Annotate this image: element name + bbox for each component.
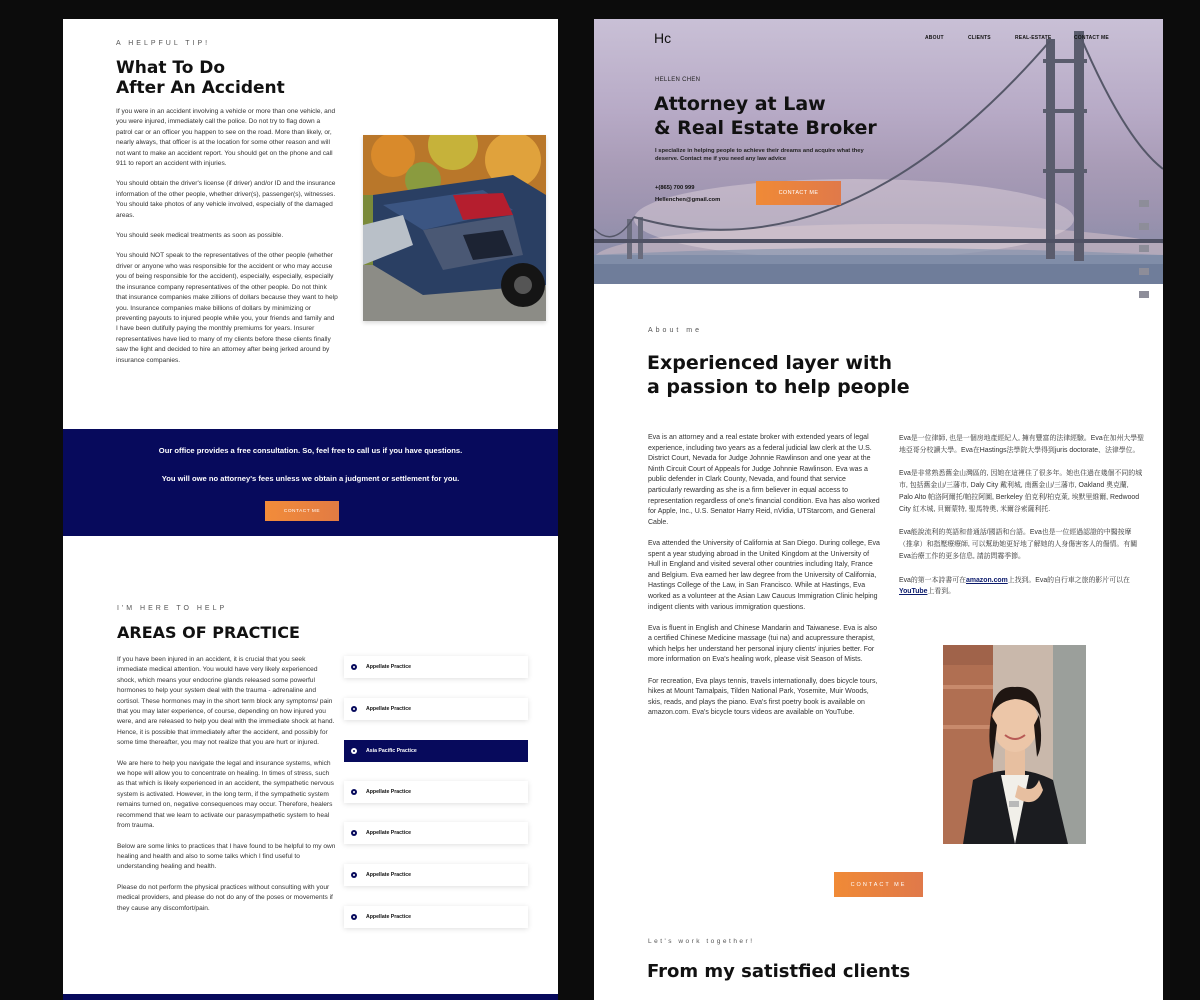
practice-paragraph: If you have been injured in an accident, it is crucial that you seek immediate medical attention. You would have very likely experienced shock, which means your endocrine glands released some powerful hormones to help your system deal with the trauma - adrenaline and cortisol. These hormones may in the short term block any symptoms/ pain that you may later experience, of course, depending on how injured you were, and are released to help you deal with the immediate shock at hand. Hence, it is possible that immediately after the accident, and possibly for some time thereafter, you may not realize that you are hurt or injured.: [117, 656, 335, 747]
tip-paragraph: If you were in an accident involving a vehicle or more than one vehicle, and you were injured, immediately call the police. Do not try to flag down a patrol car or an officer you happen to see on the road. More than likely, or, nearly always, that officer is at the location for some other reason and will not want to make an accident report. You should get on the phone and call 911 to report an accident with injuries.: [116, 108, 336, 168]
hero-email: Hellenchen@gmail.com: [655, 197, 721, 203]
practice-text: [117, 655, 337, 924]
youtube-link[interactable]: YouTube: [899, 588, 928, 596]
practice-item-label: Appellate Practice: [366, 664, 411, 670]
about-paragraph: For recreation, Eva plays tennis, travels internationally, does bicycle tours, hikes at Mount Tamalpais, Tilden National Park, Yosemite, Muir Woods, skis, reads, and plays the piano. Eva's first poetry book is available on amazon.com. Eva's bicycle tours videos are available on YouTube.: [648, 677, 878, 717]
hero-section: [594, 19, 1163, 284]
consultation-banner: [63, 429, 558, 536]
about-paragraph: Eva attended the University of California at San Diego. During college, Eva spent a year studying abroad in the United Kingdom at the University of Hull in England and visited several other countries including Italy, France and Belgium. Eva earned her law degree from the University of California, Hastings College of the Law, in San Francisco. While at Hastings, Eva worked as a volunteer at the Asian Law Caucus Immigration Clinic helping indigent clients with various immigration questions.: [648, 539, 880, 611]
bullet-icon: [351, 748, 357, 754]
tip-paragraph: You should NOT speak to the representatives of the other people (whether driver or anyone who was responsible for the accident or who may accuse you of being responsible for the accident), especially, especially, especially the insurance company representatives of the other people. Do not think that insurance companies make zillions of dollars because they want to help you. Insurance companies make billions of dollars by minimizing or preventing payouts to injured people while you, your friends and family and I have been dutifully paying the monthly premiums for years. Insurer representatives have lied to many of my clients before these clients finally saw the light and decided to hire an attorney after being jerked around by insurance companies.: [116, 252, 338, 364]
consult-line-1: Our office provides a free consultation. So, feel free to call us if you have questions.: [158, 446, 463, 455]
bullet-icon: [351, 706, 357, 712]
about-text-zh: [899, 433, 1144, 610]
practice-item-label: Appellate Practice: [366, 914, 411, 920]
consult-contact-button[interactable]: CONTACT ME: [265, 501, 339, 521]
slider-dot[interactable]: [1139, 200, 1149, 207]
about-paragraph: Eva is an attorney and a real estate broker with extended years of legal experience, including two years as a federal judicial law clerk at the U.S. District Court, Nevada for Judge Johnnie Rawlinson and one year at the Ninth Circuit Court of Appeals for Judge Johnnie Rawlinson. Eva was a public defender in Clark County, Nevada, and found that service particularly rewarding as she is a firm believer in equal access to representation regardless of one's financial condition. Eva has also worked for Apple, Inc., U.S. Senator Harry Reid, nVidia, UTStarcom, and General Cable.: [648, 434, 880, 526]
practice-item-appellate-2[interactable]: [344, 698, 528, 720]
practice-item-appellate-5[interactable]: [344, 864, 528, 886]
practice-paragraph: Below are some links to practices that I have found to be helpful to my own healing and health and also to some talks which I find useful to understanding healing and health.: [117, 842, 336, 871]
nav-real-estate[interactable]: REAL-ESTATE: [1015, 35, 1052, 41]
practice-item-appellate-1[interactable]: [344, 656, 528, 678]
clients-eyebrow: Let's work together!: [648, 938, 755, 945]
about-text-en: [648, 433, 880, 730]
tip-paragraph: You should obtain the driver's license (if driver) and/or ID and the insurance information of the other people, whether driver(s), passenger(s), witnesses. You should take photos of any vehicle involved, especially of the damaged areas.: [116, 180, 336, 219]
about-zh-paragraph: Eva是非常熟悉舊金山灣區的, 因她在這裡住了很多年。她也住過在幾個不同的城市, 包括舊金山/三藩市, Daly City 戴利城, 南舊金山/三藩市, Oakland 奧克蘭, Palo Alto 帕洛阿爾托/帕拉阿圖, Berkeley 伯克利/柏克萊, 埃默里維爾, Redwood City 紅木城, 貝爾蒙特, 聖馬特奧, 米爾谷索薩利托.: [899, 470, 1143, 513]
hero-eyebrow: HELLEN CHEN: [655, 77, 701, 83]
practice-item-label: Appellate Practice: [366, 789, 411, 795]
practice-item-label: Asia Pacific Practice: [366, 748, 417, 754]
about-title: Experienced layer with a passion to help people: [647, 352, 910, 398]
bullet-icon: [351, 914, 357, 920]
tip-paragraph: You should seek medical treatments as soon as possible.: [116, 232, 284, 240]
about-zh-paragraph: Eva是一位律師, 也是一個房地產經紀人, 擁有豐富的法律經驗。Eva在加州大學聖地亞哥分校讀大學。Eva在Hastings法學院大學得到juris doctorate、法律學位。: [899, 435, 1145, 454]
about-paragraph: Eva is fluent in English and Chinese Mandarin and Taiwanese. Eva is also a certified Chinese Medicine massage (tui na) and acupressure therapist, which helps her understand her personal injury clients' injuries better. For more information on Eva's healing work, please visit Season of Mists.: [648, 624, 878, 664]
left-page-preview: [63, 19, 558, 1000]
practice-paragraph: We are here to help you navigate the legal and insurance systems, which we hope will allow you to concentrate on healing. In times of stress, such as that which is likely experienced in an accident, the sympathetic nervous system is activated. However, in the long term, if the sympathetic system remains turned on, negative consequences may occur. Therefore, healers recommend that we learn to activate our parasympathetic system to heal from trauma.: [117, 759, 334, 830]
practice-item-label: Appellate Practice: [366, 872, 411, 878]
hero-subtitle: I specialize in helping people to achieve their dreams and acquire what they deserve. Contact me if you need any law advice: [655, 148, 864, 162]
about-zh-links: [899, 575, 1144, 599]
hero-contact-button[interactable]: CONTACT ME: [756, 181, 841, 205]
site-logo[interactable]: Hc: [654, 30, 672, 46]
practice-item-asia-pacific[interactable]: [344, 740, 528, 762]
slider-dot[interactable]: [1139, 291, 1149, 298]
about-zh-paragraph: Eva能說流利的英語和普通話/國語和台語。Eva也是一位經過認證的中醫按摩（推拿）和指壓療療師, 可以幫助她更好地了解她的人身傷害客人的傷情。有關Eva治療工作的更多信息, 請訪問霧季節。: [899, 529, 1138, 560]
tip-eyebrow: A HELPFUL TIP!: [116, 40, 211, 47]
attorney-portrait-photo: [943, 645, 1086, 844]
practice-item-appellate-6[interactable]: [344, 906, 528, 928]
zh-text: 上找到。Eva的自行車之旅的影片可以在: [1007, 576, 1130, 584]
nav-about[interactable]: ABOUT: [925, 35, 944, 41]
practice-paragraph: Please do not perform the physical practices without consulting with your medical providers, and please do not do any of the poses or movements if they cause any discomfort/pain.: [117, 883, 333, 912]
practice-title: AREAS OF PRACTICE: [117, 623, 300, 642]
bullet-icon: [351, 789, 357, 795]
consult-line-2: You will owe no attorney's fees unless we obtain a judgment or settlement for you.: [161, 474, 460, 483]
clients-title: From my satistfied clients: [647, 961, 911, 982]
hero-title: Attorney at Law & Real Estate Broker: [654, 93, 877, 139]
amazon-link[interactable]: amazon.com: [966, 576, 1008, 584]
tip-text: [116, 107, 338, 376]
about-contact-button[interactable]: CONTACT ME: [834, 872, 923, 897]
right-page-preview: [594, 19, 1163, 1000]
practice-item-appellate-3[interactable]: [344, 781, 528, 803]
slider-dot[interactable]: [1139, 245, 1149, 252]
footer-band: [63, 994, 558, 1000]
hero-phone: +(865) 700 999: [655, 185, 695, 191]
bullet-icon: [351, 830, 357, 836]
zh-text: Eva的第一本詩書可在: [899, 576, 966, 584]
bullet-icon: [351, 872, 357, 878]
practice-item-label: Appellate Practice: [366, 830, 411, 836]
bullet-icon: [351, 664, 357, 670]
tip-title: What To Do After An Accident: [116, 58, 285, 98]
practice-item-appellate-4[interactable]: [344, 822, 528, 844]
zh-text: 上看到。: [927, 588, 956, 596]
practice-eyebrow: I'M HERE TO HELP: [117, 605, 228, 612]
about-eyebrow: About me: [648, 327, 702, 334]
practice-item-label: Appellate Practice: [366, 706, 411, 712]
slider-dot[interactable]: [1139, 268, 1149, 275]
nav-contact-me[interactable]: CONTACT ME: [1074, 35, 1109, 41]
nav-clients[interactable]: CLIENTS: [968, 35, 991, 41]
car-accident-photo: [363, 135, 546, 321]
slider-dot[interactable]: [1139, 223, 1149, 230]
